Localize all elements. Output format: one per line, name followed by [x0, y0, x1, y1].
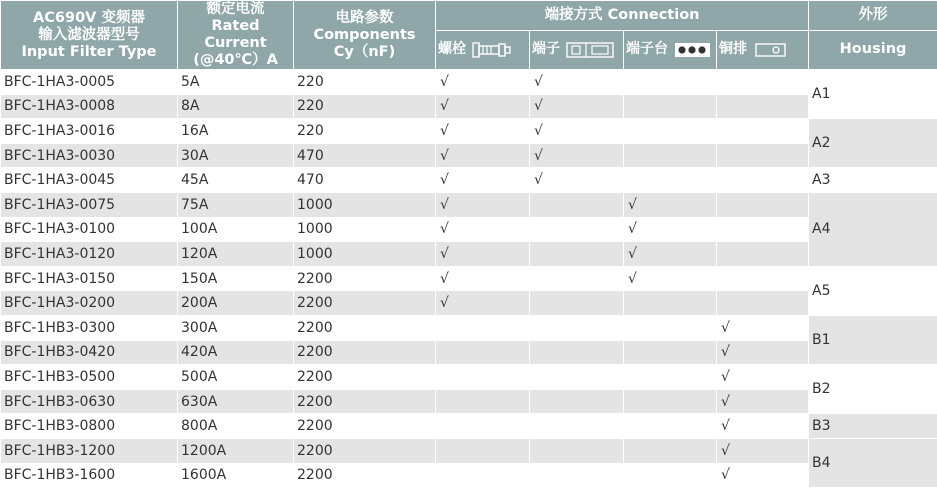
- type-header-line2: 输入滤波器型号: [1, 27, 177, 44]
- table-row: [1, 119, 937, 144]
- type-cell: BFC-1HA3-0100: [1, 217, 178, 242]
- cy-cell: 2200: [294, 291, 436, 316]
- busbar-check-cell: √: [717, 340, 809, 365]
- strip-check-cell: √: [624, 217, 717, 242]
- current-cell: 300A: [178, 315, 294, 340]
- terminal-check-cell: [530, 389, 624, 414]
- type-cell: BFC-1HA3-0005: [1, 70, 178, 95]
- cy-header: [294, 1, 436, 70]
- type-cell: BFC-1HA3-0150: [1, 266, 178, 291]
- current-cell: 800A: [178, 414, 294, 439]
- current-cell: 150A: [178, 266, 294, 291]
- type-cell: BFC-1HA3-0016: [1, 119, 178, 144]
- bolt-check-cell: [436, 463, 530, 488]
- strip-check-cell: [624, 438, 717, 463]
- current-header-line1: 额定电流: [178, 1, 293, 18]
- table-row: [1, 291, 937, 316]
- busbar-check-cell: √: [717, 315, 809, 340]
- terminal-check-cell: √: [530, 119, 624, 144]
- housing-cell: B1: [809, 315, 937, 364]
- conn-strip-header: [624, 30, 717, 69]
- housing-cell: A4: [809, 192, 937, 266]
- terminal-check-cell: [530, 217, 624, 242]
- bolt-check-cell: √: [436, 217, 530, 242]
- housing-cell: A2: [809, 119, 937, 168]
- busbar-check-cell: [717, 94, 809, 119]
- current-cell: 16A: [178, 119, 294, 144]
- bolt-check-cell: √: [436, 266, 530, 291]
- terminal-check-cell: [530, 315, 624, 340]
- housing-header-cn: 外形: [809, 1, 937, 31]
- cy-cell: 2200: [294, 463, 436, 488]
- table-row: [1, 414, 937, 439]
- connection-header: 端接方式 Connection: [436, 1, 809, 31]
- type-cell: BFC-1HA3-0030: [1, 143, 178, 168]
- table-row: [1, 463, 937, 488]
- busbar-check-cell: [717, 266, 809, 291]
- strip-check-cell: √: [624, 242, 717, 267]
- busbar-check-cell: [717, 192, 809, 217]
- current-cell: 500A: [178, 365, 294, 390]
- type-cell: BFC-1HB3-1200: [1, 438, 178, 463]
- conn-terminal-label: 端子: [532, 41, 560, 58]
- bolt-check-cell: [436, 340, 530, 365]
- bolt-check-cell: √: [436, 291, 530, 316]
- strip-check-cell: [624, 94, 717, 119]
- busbar-check-cell: [717, 119, 809, 144]
- bolt-check-cell: √: [436, 168, 530, 193]
- bolt-check-cell: [436, 414, 530, 439]
- busbar-check-cell: [717, 242, 809, 267]
- current-cell: 630A: [178, 389, 294, 414]
- cy-cell: 220: [294, 70, 436, 95]
- conn-bolt-header: [436, 30, 530, 69]
- housing-cell: A5: [809, 266, 937, 315]
- bolt-terminal-icon: [472, 40, 512, 60]
- type-cell: BFC-1HB3-0800: [1, 414, 178, 439]
- conn-busbar-header: [717, 30, 809, 69]
- current-cell: 8A: [178, 94, 294, 119]
- table-row: [1, 438, 937, 463]
- housing-cell: B2: [809, 365, 937, 414]
- type-cell: BFC-1HB3-1600: [1, 463, 178, 488]
- busbar-check-cell: √: [717, 438, 809, 463]
- table-row: [1, 94, 937, 119]
- bolt-check-cell: [436, 365, 530, 390]
- conn-terminal-header: [530, 30, 624, 69]
- strip-check-cell: [624, 168, 717, 193]
- type-header-line3: Input Filter Type: [1, 44, 177, 61]
- strip-check-cell: [624, 340, 717, 365]
- strip-check-cell: [624, 291, 717, 316]
- terminal-check-cell: [530, 266, 624, 291]
- current-cell: 75A: [178, 192, 294, 217]
- type-cell: BFC-1HB3-0500: [1, 365, 178, 390]
- bolt-check-cell: √: [436, 192, 530, 217]
- terminal-strip-icon: [674, 40, 712, 60]
- current-header-line3: (@40℃）A: [178, 52, 293, 69]
- cy-cell: 2200: [294, 414, 436, 439]
- busbar-check-cell: [717, 70, 809, 95]
- table-row: [1, 365, 937, 390]
- current-cell: 420A: [178, 340, 294, 365]
- cy-cell: 2200: [294, 389, 436, 414]
- table-row: [1, 168, 937, 193]
- type-cell: BFC-1HA3-0075: [1, 192, 178, 217]
- cy-cell: 2200: [294, 315, 436, 340]
- bolt-check-cell: [436, 438, 530, 463]
- bolt-check-cell: √: [436, 143, 530, 168]
- table-row: [1, 315, 937, 340]
- terminal-check-cell: [530, 463, 624, 488]
- cy-cell: 1000: [294, 192, 436, 217]
- strip-check-cell: [624, 365, 717, 390]
- current-cell: 5A: [178, 70, 294, 95]
- type-cell: BFC-1HA3-0008: [1, 94, 178, 119]
- cy-cell: 220: [294, 94, 436, 119]
- current-cell: 1600A: [178, 463, 294, 488]
- housing-cell: B4: [809, 438, 937, 487]
- conn-busbar-label: 铜排: [719, 41, 747, 58]
- cy-cell: 2200: [294, 365, 436, 390]
- busbar-check-cell: [717, 291, 809, 316]
- housing-cell: A1: [809, 70, 937, 119]
- strip-check-cell: √: [624, 192, 717, 217]
- cy-cell: 1000: [294, 217, 436, 242]
- busbar-check-cell: [717, 143, 809, 168]
- busbar-check-cell: [717, 168, 809, 193]
- terminal-check-cell: [530, 291, 624, 316]
- terminal-check-cell: √: [530, 94, 624, 119]
- current-cell: 45A: [178, 168, 294, 193]
- table-row: [1, 70, 937, 95]
- terminal-check-cell: [530, 340, 624, 365]
- conn-bolt-label: 螺栓: [438, 41, 466, 58]
- bolt-check-cell: √: [436, 94, 530, 119]
- current-header-line2: Rated Current: [178, 18, 293, 52]
- bolt-check-cell: [436, 389, 530, 414]
- cy-cell: 1000: [294, 242, 436, 267]
- conn-strip-label: 端子台: [626, 41, 668, 58]
- cy-cell: 2200: [294, 340, 436, 365]
- cy-header-line3: Cy（nF): [294, 44, 435, 61]
- bolt-check-cell: [436, 315, 530, 340]
- strip-check-cell: [624, 315, 717, 340]
- terminal-check-cell: [530, 365, 624, 390]
- table-row: [1, 266, 937, 291]
- terminal-check-cell: [530, 414, 624, 439]
- type-cell: BFC-1HB3-0630: [1, 389, 178, 414]
- type-cell: BFC-1HB3-0300: [1, 315, 178, 340]
- type-cell: BFC-1HA3-0200: [1, 291, 178, 316]
- terminal-block-icon: [566, 40, 616, 60]
- strip-check-cell: [624, 119, 717, 144]
- table-row: [1, 340, 937, 365]
- terminal-check-cell: [530, 438, 624, 463]
- terminal-check-cell: √: [530, 168, 624, 193]
- current-cell: 200A: [178, 291, 294, 316]
- strip-check-cell: [624, 414, 717, 439]
- table-row: [1, 217, 937, 242]
- terminal-check-cell: √: [530, 143, 624, 168]
- table-row: [1, 242, 937, 267]
- table-row: [1, 143, 937, 168]
- terminal-check-cell: [530, 242, 624, 267]
- terminal-check-cell: [530, 192, 624, 217]
- busbar-check-cell: [717, 217, 809, 242]
- type-header: [1, 1, 178, 70]
- bolt-check-cell: √: [436, 119, 530, 144]
- strip-check-cell: [624, 389, 717, 414]
- cy-cell: 220: [294, 119, 436, 144]
- current-cell: 100A: [178, 217, 294, 242]
- strip-check-cell: √: [624, 266, 717, 291]
- cy-header-line1: 电路参数: [294, 10, 435, 27]
- cy-cell: 470: [294, 168, 436, 193]
- table-row: [1, 192, 937, 217]
- strip-check-cell: [624, 70, 717, 95]
- bolt-check-cell: √: [436, 70, 530, 95]
- terminal-check-cell: √: [530, 70, 624, 95]
- cy-cell: 2200: [294, 266, 436, 291]
- busbar-check-cell: √: [717, 365, 809, 390]
- type-header-line1: AC690V 变频器: [1, 10, 177, 27]
- cy-header-line2: Components: [294, 27, 435, 44]
- busbar-check-cell: √: [717, 414, 809, 439]
- cy-cell: 470: [294, 143, 436, 168]
- cy-cell: 2200: [294, 438, 436, 463]
- current-cell: 120A: [178, 242, 294, 267]
- bolt-check-cell: √: [436, 242, 530, 267]
- table-row: [1, 389, 937, 414]
- busbar-check-cell: √: [717, 463, 809, 488]
- busbar-check-cell: √: [717, 389, 809, 414]
- table-body: [1, 70, 937, 488]
- current-header: [178, 1, 294, 70]
- strip-check-cell: [624, 143, 717, 168]
- strip-check-cell: [624, 463, 717, 488]
- housing-cell: B3: [809, 414, 937, 439]
- current-cell: 30A: [178, 143, 294, 168]
- housing-cell: A3: [809, 168, 937, 193]
- housing-header-en: Housing: [809, 30, 937, 69]
- type-cell: BFC-1HA3-0120: [1, 242, 178, 267]
- busbar-icon: [753, 40, 787, 60]
- type-cell: BFC-1HA3-0045: [1, 168, 178, 193]
- type-cell: BFC-1HB3-0420: [1, 340, 178, 365]
- current-cell: 1200A: [178, 438, 294, 463]
